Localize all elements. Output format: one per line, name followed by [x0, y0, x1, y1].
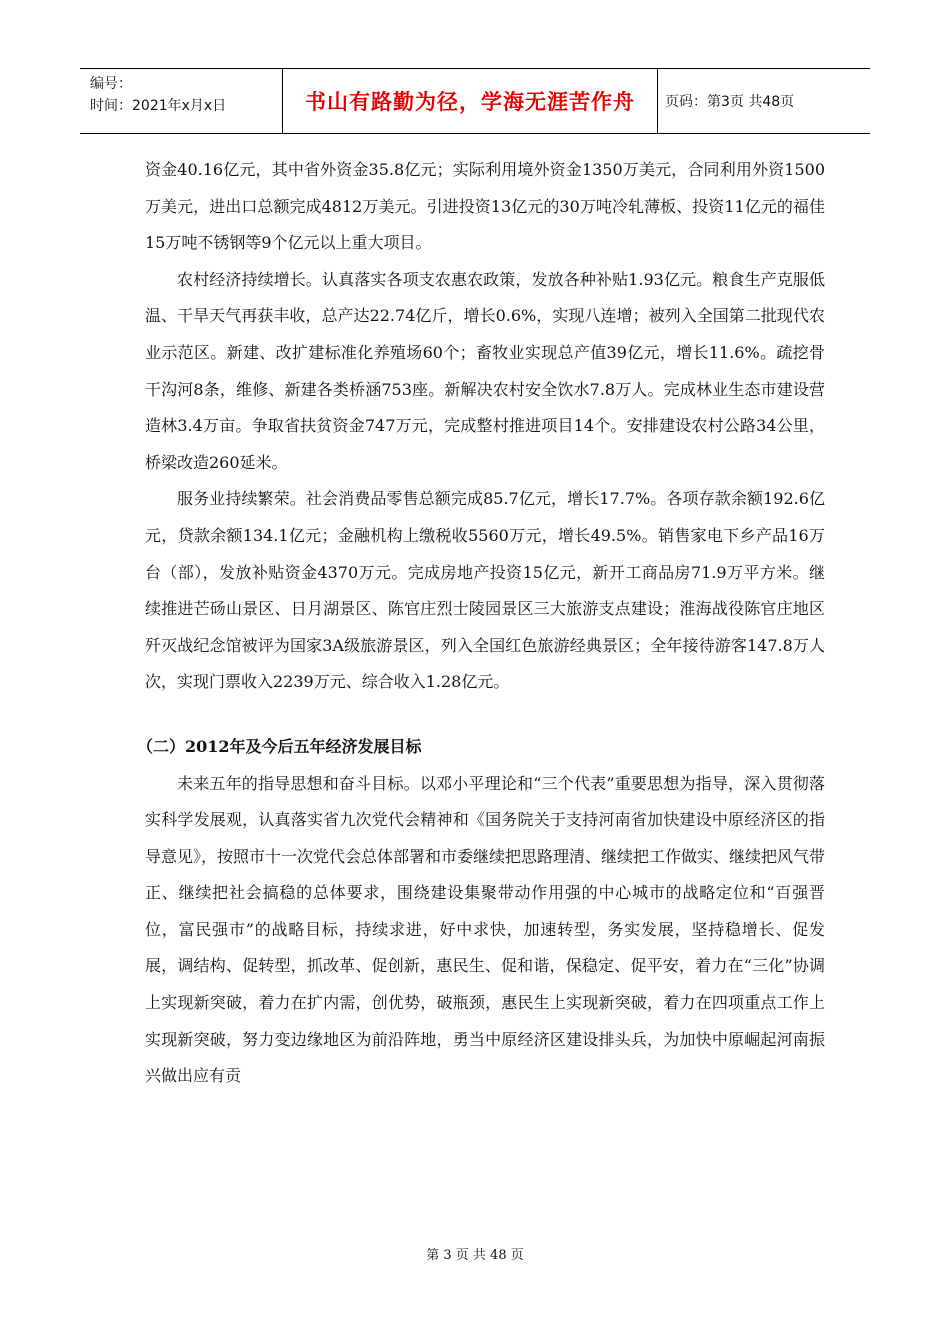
document-time-label: 时间：2021年x月x日	[90, 98, 227, 114]
body-paragraph: 未来五年的指导思想和奋斗目标。以邓小平理论和“三个代表”重要思想为指导，深入贯彻落实科学发展观，认真落实省九次党代会精神和《国务院关于支持河南省加快建设中原经济区的指导意见》，按照市十一次党代会总体部署和市委继续把思路理清、继续把工作做实、继续把风气带正、继续把社会搞稳的总体要求，围绕建设集聚带动作用强的中心城市的战略定位和“百强晋位，富民强市”的战略目标，持续求进，好中求快，加速转型，务实发展，坚持稳增长、促发展，调结构、促转型，抓改革、促创新，惠民生、促和谐，保稳定、促平安，着力在“三化”协调上实现新突破，着力在扩内需，创优势，破瓶颈，惠民生上实现新突破，着力在四项重点工作上实现新突破，努力变边缘地区为前沿阵地，勇当中原经济区建设排头兵，为加快中原崛起河南振兴做出应有贡	[145, 773, 826, 1086]
page-header	[80, 68, 870, 134]
header-divider	[657, 69, 658, 133]
body-paragraph: 农村经济持续增长。认真落实各项支农惠农政策，发放各种补贴1.93亿元。粮食生产克服低温、干旱天气再获丰收，总产达22.74亿斤，增长0.6%，实现八连增；被列入全国第二批现代农业示范区。新建、改扩建标准化养殖场60个；畜牧业实现总产值39亿元，增长11.6%。疏挖骨干沟河8条，维修、新建各类桥涵753座。新解决农村安全饮水7.8万人。完成林业生态市建设营造林3.4万亩。争取省扶贫资金747万元，完成整村推进项目14个。安排建设农村公路34公里，桥梁改造260延米。	[145, 269, 825, 472]
header-page-info: 页码：第3页 共48页	[665, 94, 795, 110]
body-paragraph: 资金40.16亿元，其中省外资金35.8亿元；实际利用境外资金1350万美元，合同利用外资1500万美元，进出口总额完成4812万美元。引进投资13亿元的30万吨冷轧薄板、投资11亿元的福佳15万吨不锈钢等9个亿元以上重大项目。	[145, 160, 825, 253]
document-number-label: 编号：	[90, 76, 132, 92]
section-heading: （二）2012年及今后五年经济发展目标	[137, 736, 422, 756]
body-paragraph: 服务业持续繁荣。社会消费品零售总额完成85.7亿元，增长17.7%。各项存款余额192.6亿元，贷款余额134.1亿元；金融机构上缴税收5560万元，增长49.5%。销售家电下乡产品16万台（部），发放补贴资金4370万元。完成房地产投资15亿元，新开工商品房71.9万平方米。继续推进芒砀山景区、日月湖景区、陈官庄烈士陵园景区三大旅游支点建设；淮海战役陈官庄地区歼灭战纪念馆被评为国家3A级旅游景区，列入全国红色旅游经典景区；全年接待游客147.8万人次，实现门票收入2239万元、综合收入1.28亿元。	[145, 489, 825, 692]
header-motto: 书山有路勤为径，学海无涯苦作舟	[305, 90, 635, 114]
header-meta	[90, 73, 226, 117]
page-footer: 第 3 页 共 48 页	[426, 1248, 524, 1263]
document-body	[137, 152, 826, 1095]
